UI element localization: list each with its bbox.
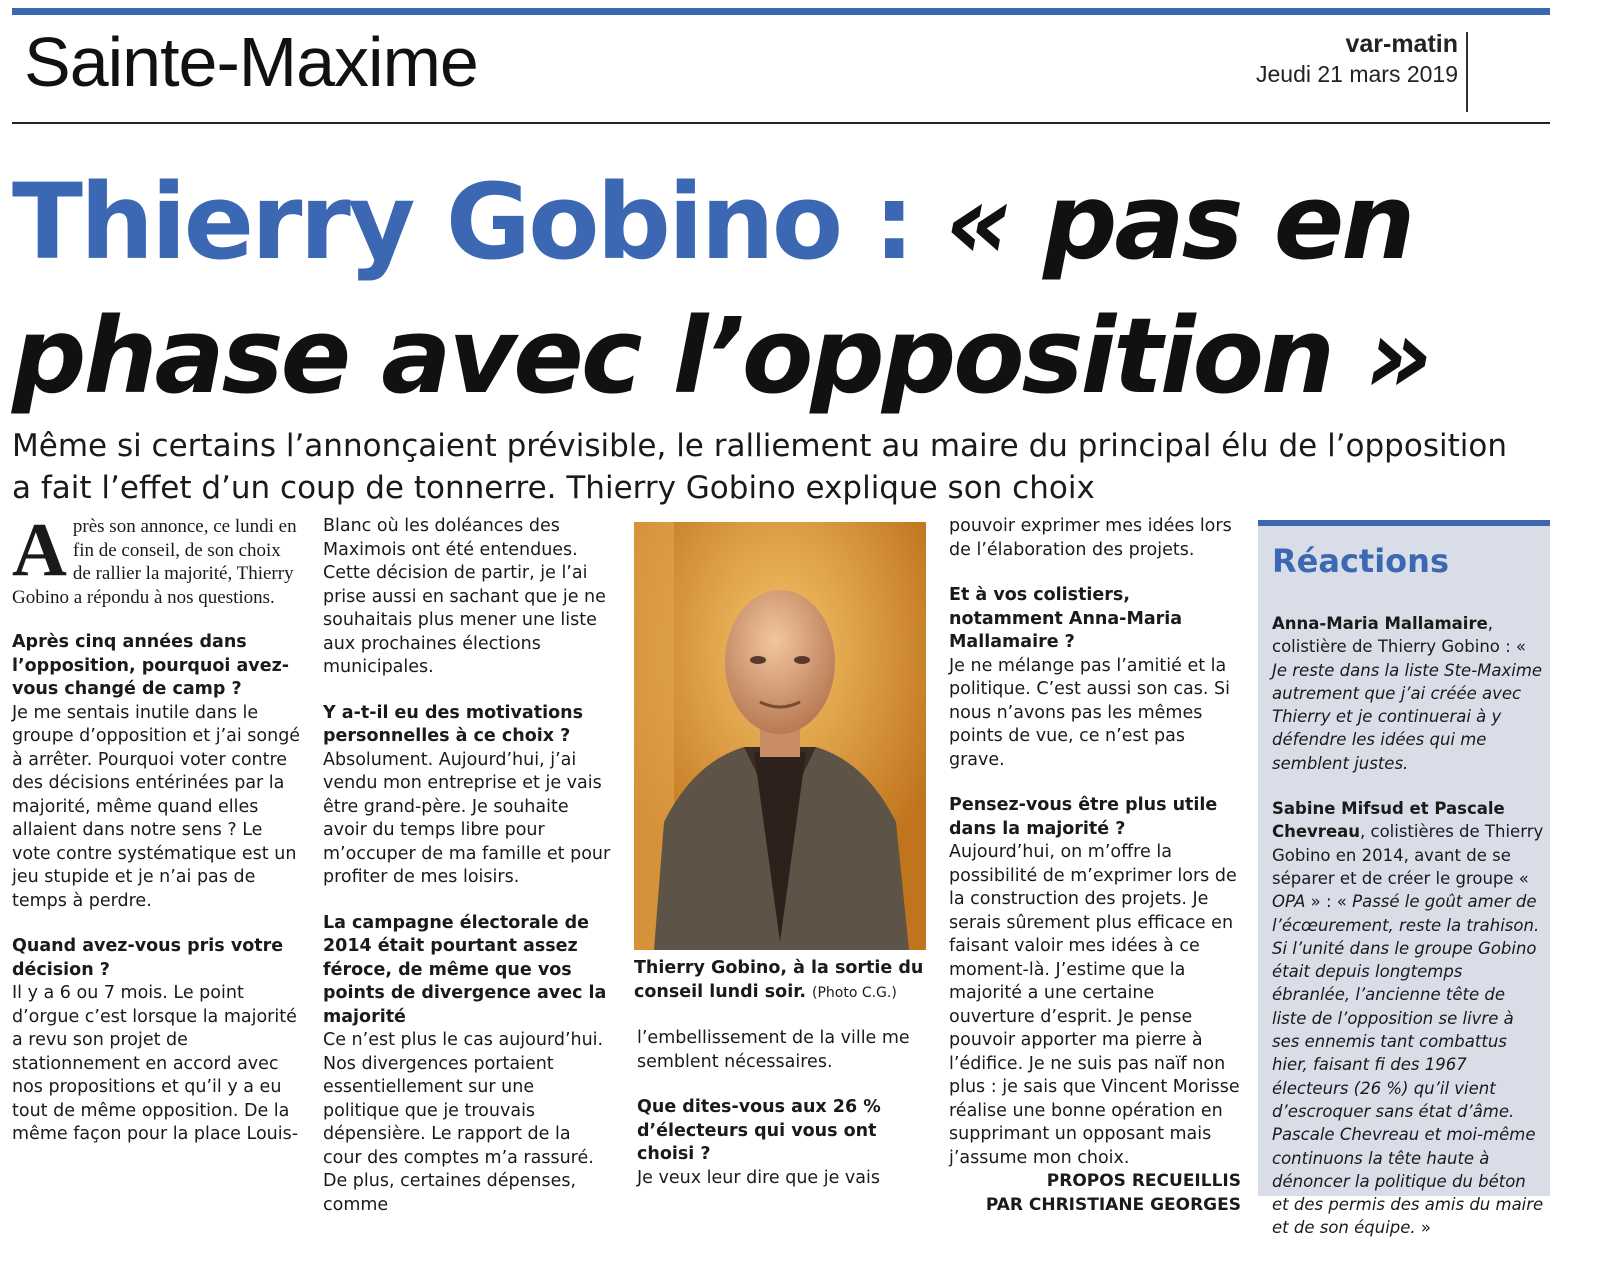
reaction-role: , colistière de Thierry Gobino : « — [1272, 614, 1527, 657]
reaction-group: OPA — [1272, 892, 1306, 912]
reaction-quote: Je reste dans la liste Ste-Maxime autrement que j’ai créée avec Thierry et je continuerai à y défendre les idées qui me semblent justes. — [1272, 660, 1543, 773]
sidebar-title: Réactions — [1272, 542, 1449, 580]
answer: Aujourd’hui, on m’offre la possibilité de m’exprimer lors de la construction des projets. Je serais sûrement plus efficace en faisant valoir mes idées à ce moment-là. J’estime que la majorité a une certaine ouverture d’esprit. Je pense pouvoir apporter ma pierre à l’édifice. Je ne suis pas naïf non plus : je sais que Vincent Morisse réalise une bonne opération en supprimant un opposant mais j’assume mon choix. — [949, 842, 1240, 1168]
photo-credit: (Photo C.G.) — [811, 984, 897, 1001]
section-title: Sainte-Maxime — [24, 23, 478, 101]
question: Après cinq années dans l’opposition, pourquoi avez-vous changé de camp ? — [12, 632, 290, 699]
headline-quote-2: phase avec l’opposition » — [12, 295, 1430, 417]
reaction-role: , colistières de Thierry Gobino en 2014, avant de se séparer et de créer le groupe « — [1272, 822, 1544, 888]
masthead — [1256, 30, 1458, 88]
column-1 — [12, 508, 302, 1147]
reaction-item — [1272, 797, 1544, 1240]
answer: Je veux leur dire que je vais — [637, 1167, 880, 1188]
headline — [12, 155, 1572, 423]
headline-quote-1: « pas en — [945, 161, 1413, 283]
question: Que dites-vous aux 26 % d’électeurs qui vous ont choisi ? — [637, 1097, 881, 1164]
question: Y a-t-il eu des motivations personnelles à ce choix ? — [323, 702, 583, 746]
question: Et à vos colistiers, notamment Anna-Maria Mallamaire ? — [949, 585, 1183, 652]
paper-name: var-matin — [1345, 30, 1458, 58]
sidebar-body — [1272, 612, 1544, 1262]
answer: Blanc où les doléances des Maximois ont été entendues. Cette décision de partir, je l’ai prise aussi en sachant que je ne souhaitais plus mener une liste aux prochaines élections municipales. — [323, 516, 606, 677]
reaction-author: Anna-Maria Mallamaire — [1272, 614, 1488, 633]
photo-caption — [634, 957, 926, 1005]
drop-cap: A — [12, 508, 67, 592]
column-3 — [637, 1027, 927, 1190]
intro-text: près son annonce, ce lundi en fin de conseil, de son choix de rallier la majorité, Thierry Gobino a répondu à nos questions. — [12, 516, 297, 608]
header-rule — [12, 122, 1550, 124]
issue-date: Jeudi 21 mars 2019 — [1255, 61, 1458, 87]
question: Quand avez-vous pris votre décision ? — [12, 936, 284, 980]
header-top-bar — [12, 8, 1550, 15]
reaction-item — [1272, 612, 1544, 775]
caption-text: Thierry Gobino, à la sortie du conseil lundi soir. — [634, 958, 924, 1002]
answer: Il y a 6 ou 7 mois. Le point d’orgue c’est lorsque la majorité a revu son projet de stationnement en accord avec nos propositions et qu’il y a eu tout de même opposition. De la même façon pour la place Louis- — [12, 983, 299, 1144]
question: La campagne électorale de 2014 était pourtant assez féroce, de même que vos points de divergence avec la majorité — [323, 912, 607, 1027]
column-4 — [949, 515, 1241, 1217]
reaction-role-2: » : « — [1305, 892, 1353, 912]
headline-name: Thierry Gobino : — [12, 161, 912, 283]
answer: l’embellissement de la ville me semblent nécessaires. — [637, 1028, 910, 1072]
byline-line-1: PROPOS RECUEILLIS — [1046, 1171, 1241, 1191]
intro-paragraph — [12, 508, 302, 609]
answer: pouvoir exprimer mes idées lors de l’élaboration des projets. — [949, 516, 1232, 560]
question: Pensez-vous être plus utile dans la majorité ? — [949, 795, 1218, 839]
reaction-author: Sabine Mifsud et Pascale Chevreau — [1272, 799, 1505, 842]
byline — [949, 1170, 1241, 1217]
portrait-photo — [634, 522, 926, 950]
answer: Ce n’est plus le cas aujourd’hui. Nos divergences portaient essentiellement sur une politique que je trouvais dépensière. Le rapport de la cour des comptes m’a rassuré. De plus, certaines dépenses, comme — [323, 1030, 604, 1215]
byline-line-2: PAR CHRISTIANE GEORGES — [985, 1194, 1241, 1215]
standfirst: Même si certains l’annonçaient prévisible, le ralliement au maire du principal élu de l’opposition a fait l’effet d’un coup de tonnerre. Thierry Gobino explique son choix — [12, 428, 1507, 506]
reaction-quote: Passé le goût amer de l’écœurement, reste la trahison. Si l’unité dans le groupe Gobino était depuis longtemps ébranlée, l’ancienne tête de liste de l’opposition se livre à ses ennemis tant combattus hier, faisant fi des 1967 électeurs (26 %) qu’il vient d’escroquer sans état d’âme. Pascale Chevreau et moi-même continuons la tête haute à dénoncer la politique du béton et des permis des amis du maire et de son équipe. — [1272, 892, 1544, 1238]
portrait-illustration — [634, 522, 926, 950]
answer: Absolument. Aujourd’hui, j’ai vendu mon entreprise et je vais être grand-père. Je souhaite avoir du temps libre pour m’occuper de ma famille et pour profiter de mes loisirs. — [323, 749, 611, 887]
column-2 — [323, 515, 613, 1217]
reaction-close: » — [1415, 1218, 1432, 1238]
answer: Je me sentais inutile dans le groupe d’opposition et j’ai songé à arrêter. Pourquoi voter contre des décisions entérinées par la majorité, même quand elles allaient dans notre sens ? Le vote contre systématique est un jeu stupide et je n’ai pas de temps à perdre. — [12, 702, 301, 911]
reactions-sidebar — [1258, 520, 1550, 1238]
masthead-divider — [1466, 32, 1468, 112]
answer: Je ne mélange pas l’amitié et la politique. C’est aussi son cas. Si nous n’avons pas les mêmes points de vue, ce n’est pas grave. — [949, 655, 1230, 770]
